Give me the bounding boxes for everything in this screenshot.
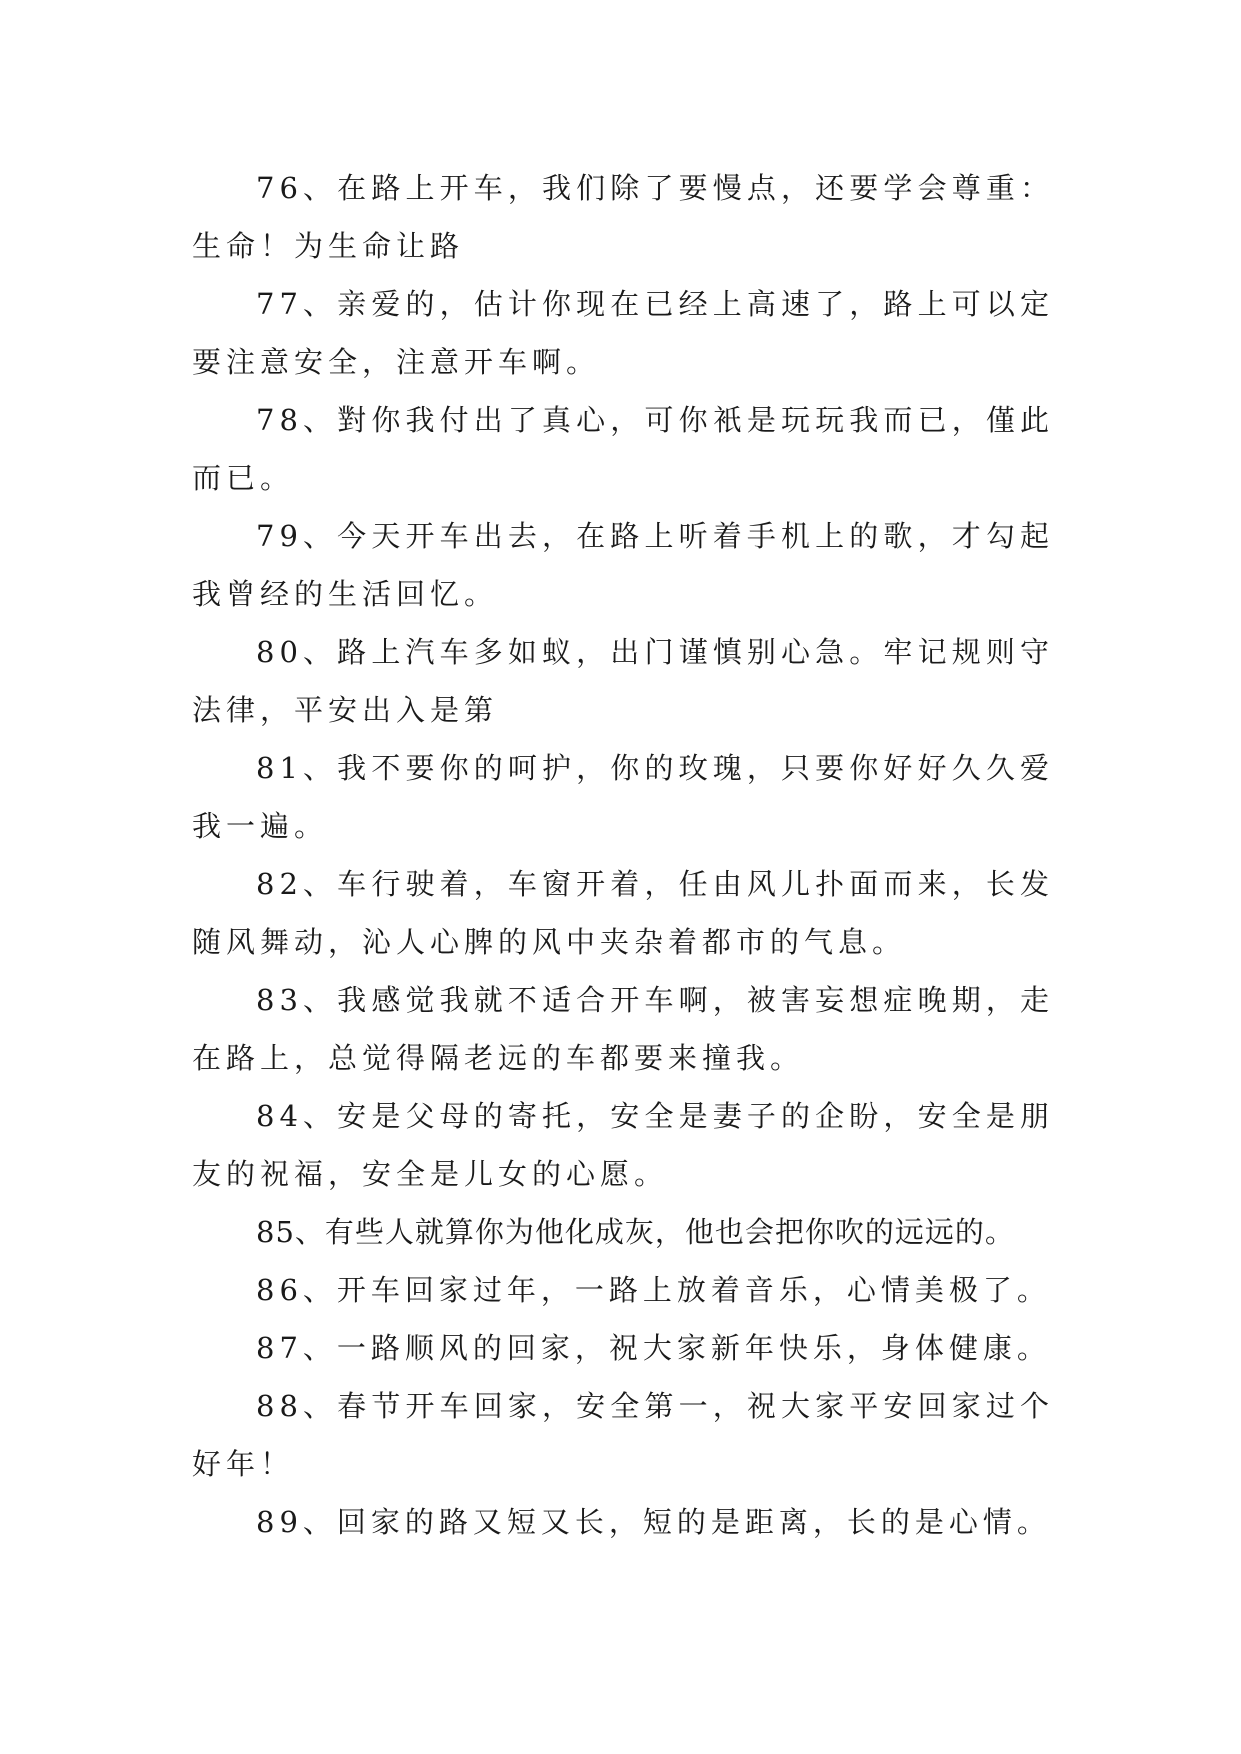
paragraph-89: 89、回家的路又短又长，短的是距离，长的是心情。 — [256, 1505, 1051, 1539]
paragraph-82: 82、车行驶着，车窗开着，任由风儿扑面而来，长发随风舞动，沁人心脾的风中夹杂着都市的气息。 — [192, 867, 1054, 959]
paragraph-81: 81、我不要你的呵护，你的玫瑰，只要你好好久久爱我一遍。 — [192, 751, 1054, 843]
paragraph-88: 88、春节开车回家，安全第一，祝大家平安回家过个好年！ — [192, 1389, 1054, 1481]
paragraph-84: 84、安是父母的寄托，安全是妻子的企盼，安全是朋友的祝福，安全是儿女的心愿。 — [192, 1099, 1054, 1191]
paragraph-76: 76、在路上开车，我们除了要慢点，还要学会尊重：生命！为生命让路 — [192, 171, 1054, 263]
paragraph-86: 86、开车回家过年，一路上放着音乐，心情美极了。 — [256, 1273, 1051, 1307]
document-body — [192, 159, 1054, 1551]
paragraph-77: 77、亲爱的，估计你现在已经上高速了，路上可以定要注意安全，注意开车啊。 — [192, 287, 1054, 379]
paragraph-79: 79、今天开车出去，在路上听着手机上的歌，才勾起我曾经的生活回忆。 — [192, 519, 1054, 611]
paragraph-87: 87、一路顺风的回家，祝大家新年快乐，身体健康。 — [256, 1331, 1051, 1365]
paragraph-85: 85、有些人就算你为他化成灰，他也会把你吹的远远的。 — [256, 1215, 1015, 1249]
paragraph-78: 78、對你我付出了真心，可你衹是玩玩我而已，僅此而已。 — [192, 403, 1054, 495]
paragraph-80: 80、路上汽车多如蚁，出门谨慎别心急。牢记规则守法律，平安出入是第 — [192, 635, 1054, 727]
paragraph-83: 83、我感觉我就不适合开车啊，被害妄想症晚期，走在路上，总觉得隔老远的车都要来撞我。 — [192, 983, 1054, 1075]
